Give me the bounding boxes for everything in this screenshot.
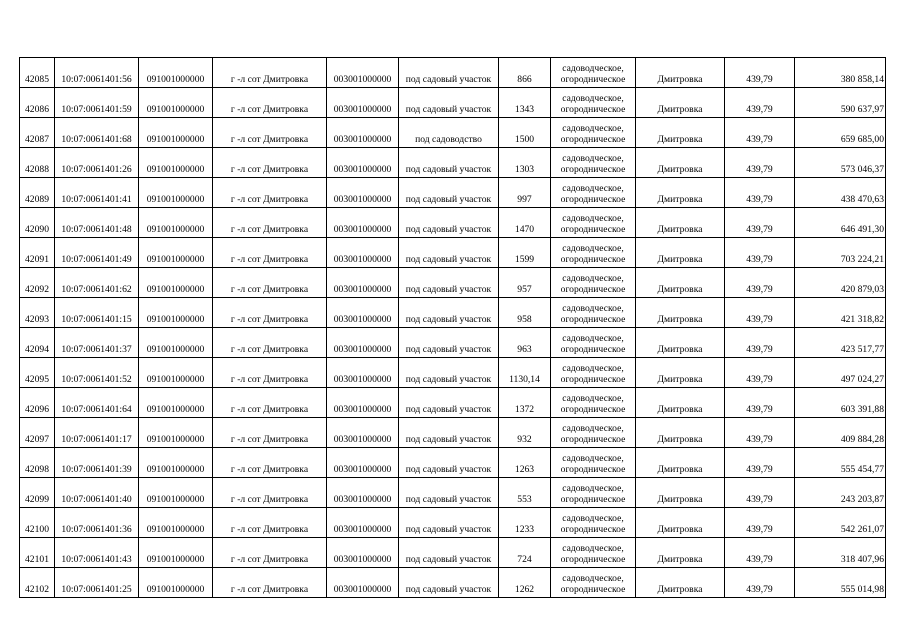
cell-settlement: Дмитровка — [636, 418, 725, 448]
cell-code-2: 003001000000 — [327, 238, 399, 268]
cell-code-1: 091001000000 — [139, 58, 213, 88]
land-use-kind-line-2: огородническое — [560, 104, 626, 115]
cell-area: 997 — [499, 178, 551, 208]
cell-settlement: Дмитровка — [636, 178, 725, 208]
land-use-kind-line-1: садоводческое, — [562, 363, 624, 374]
cell-rate: 439,79 — [725, 88, 795, 118]
cell-code-2: 003001000000 — [327, 268, 399, 298]
cell-settlement: Дмитровка — [636, 478, 725, 508]
cell-location: г -л сот Дмитровка — [213, 58, 327, 88]
cell-purpose: под садовый участок — [399, 268, 499, 298]
table-row — [20, 478, 886, 508]
cell-land-use-kind — [551, 508, 636, 538]
table-row — [20, 88, 886, 118]
cell-purpose: под садовый участок — [399, 508, 499, 538]
cell-cadastral-number: 10:07:0061401:68 — [55, 118, 139, 148]
cell-area: 1343 — [499, 88, 551, 118]
cell-settlement: Дмитровка — [636, 568, 725, 598]
cell-land-use-kind — [551, 448, 636, 478]
cell-rate: 439,79 — [725, 208, 795, 238]
cell-cadastral-value: 423 517,77 — [795, 328, 886, 358]
land-use-kind-line-1: садоводческое, — [562, 513, 624, 524]
cell-cadastral-value: 409 884,28 — [795, 418, 886, 448]
cell-land-use-kind — [551, 358, 636, 388]
cell-cadastral-value: 590 637,97 — [795, 88, 886, 118]
cell-land-use-kind — [551, 538, 636, 568]
land-use-kind-line-2: огородническое — [560, 164, 626, 175]
land-use-kind-line-1: садоводческое, — [562, 333, 624, 344]
cell-purpose: под садовый участок — [399, 538, 499, 568]
cell-area: 1262 — [499, 568, 551, 598]
table-row — [20, 508, 886, 538]
cell-number: 42090 — [20, 208, 55, 238]
cell-code-2: 003001000000 — [327, 118, 399, 148]
cell-location: г -л сот Дмитровка — [213, 88, 327, 118]
cell-number: 42098 — [20, 448, 55, 478]
cell-location: г -л сот Дмитровка — [213, 478, 327, 508]
cell-code-1: 091001000000 — [139, 208, 213, 238]
land-use-kind-line-2: огородническое — [560, 374, 626, 385]
cell-code-2: 003001000000 — [327, 538, 399, 568]
cell-cadastral-number: 10:07:0061401:26 — [55, 148, 139, 178]
cell-cadastral-value: 380 858,14 — [795, 58, 886, 88]
cell-settlement: Дмитровка — [636, 268, 725, 298]
cell-purpose: под садовый участок — [399, 568, 499, 598]
cell-cadastral-number: 10:07:0061401:52 — [55, 358, 139, 388]
table-row — [20, 298, 886, 328]
cell-number: 42088 — [20, 148, 55, 178]
cell-land-use-kind — [551, 178, 636, 208]
cell-code-1: 091001000000 — [139, 118, 213, 148]
cell-purpose: под садовый участок — [399, 418, 499, 448]
cell-area: 957 — [499, 268, 551, 298]
cell-settlement: Дмитровка — [636, 88, 725, 118]
cell-purpose: под садовый участок — [399, 178, 499, 208]
cell-cadastral-number: 10:07:0061401:48 — [55, 208, 139, 238]
cell-code-1: 091001000000 — [139, 298, 213, 328]
cell-rate: 439,79 — [725, 118, 795, 148]
cell-code-1: 091001000000 — [139, 538, 213, 568]
cell-location: г -л сот Дмитровка — [213, 238, 327, 268]
table-row — [20, 448, 886, 478]
cell-cadastral-value: 603 391,88 — [795, 388, 886, 418]
land-use-kind-line-1: садоводческое, — [562, 543, 624, 554]
cell-rate: 439,79 — [725, 328, 795, 358]
land-use-kind-line-2: огородническое — [560, 404, 626, 415]
cell-settlement: Дмитровка — [636, 328, 725, 358]
cell-cadastral-value: 555 014,98 — [795, 568, 886, 598]
cell-purpose: под садовый участок — [399, 298, 499, 328]
cell-area: 958 — [499, 298, 551, 328]
cell-cadastral-number: 10:07:0061401:37 — [55, 328, 139, 358]
cell-number: 42087 — [20, 118, 55, 148]
cell-location: г -л сот Дмитровка — [213, 298, 327, 328]
cell-code-1: 091001000000 — [139, 148, 213, 178]
cell-rate: 439,79 — [725, 358, 795, 388]
cell-code-1: 091001000000 — [139, 238, 213, 268]
cell-number: 42094 — [20, 328, 55, 358]
cell-cadastral-number: 10:07:0061401:49 — [55, 238, 139, 268]
cell-land-use-kind — [551, 268, 636, 298]
cell-cadastral-number: 10:07:0061401:59 — [55, 88, 139, 118]
land-use-kind-line-1: садоводческое, — [562, 303, 624, 314]
cell-rate: 439,79 — [725, 568, 795, 598]
land-use-kind-line-1: садоводческое, — [562, 153, 624, 164]
land-parcels-table — [19, 57, 886, 598]
cell-location: г -л сот Дмитровка — [213, 508, 327, 538]
land-use-kind-line-1: садоводческое, — [562, 423, 624, 434]
cell-location: г -л сот Дмитровка — [213, 148, 327, 178]
cell-code-2: 003001000000 — [327, 388, 399, 418]
cell-location: г -л сот Дмитровка — [213, 568, 327, 598]
cell-settlement: Дмитровка — [636, 508, 725, 538]
table-row — [20, 58, 886, 88]
cell-code-1: 091001000000 — [139, 418, 213, 448]
cell-land-use-kind — [551, 58, 636, 88]
cell-number: 42095 — [20, 358, 55, 388]
cell-code-2: 003001000000 — [327, 178, 399, 208]
cell-purpose: под садовый участок — [399, 208, 499, 238]
cell-settlement: Дмитровка — [636, 388, 725, 418]
cell-rate: 439,79 — [725, 298, 795, 328]
land-use-kind-line-1: садоводческое, — [562, 483, 624, 494]
cell-cadastral-number: 10:07:0061401:15 — [55, 298, 139, 328]
cell-area: 866 — [499, 58, 551, 88]
cell-land-use-kind — [551, 208, 636, 238]
cell-code-2: 003001000000 — [327, 418, 399, 448]
cell-code-2: 003001000000 — [327, 328, 399, 358]
cell-land-use-kind — [551, 88, 636, 118]
cell-area: 1263 — [499, 448, 551, 478]
cell-settlement: Дмитровка — [636, 358, 725, 388]
cell-land-use-kind — [551, 298, 636, 328]
cell-area: 1599 — [499, 238, 551, 268]
cell-cadastral-number: 10:07:0061401:25 — [55, 568, 139, 598]
cell-location: г -л сот Дмитровка — [213, 538, 327, 568]
table-row — [20, 148, 886, 178]
cell-cadastral-value: 542 261,07 — [795, 508, 886, 538]
cell-land-use-kind — [551, 478, 636, 508]
cell-rate: 439,79 — [725, 388, 795, 418]
cell-rate: 439,79 — [725, 448, 795, 478]
cell-area: 1500 — [499, 118, 551, 148]
cell-area: 932 — [499, 418, 551, 448]
land-use-kind-line-2: огородническое — [560, 554, 626, 565]
cell-area: 724 — [499, 538, 551, 568]
cell-code-2: 003001000000 — [327, 148, 399, 178]
cell-code-2: 003001000000 — [327, 508, 399, 538]
cell-location: г -л сот Дмитровка — [213, 358, 327, 388]
cell-location: г -л сот Дмитровка — [213, 328, 327, 358]
cell-code-1: 091001000000 — [139, 178, 213, 208]
cell-cadastral-number: 10:07:0061401:56 — [55, 58, 139, 88]
cell-number: 42097 — [20, 418, 55, 448]
cell-settlement: Дмитровка — [636, 538, 725, 568]
land-use-kind-line-1: садоводческое, — [562, 63, 624, 74]
cell-land-use-kind — [551, 118, 636, 148]
cell-code-1: 091001000000 — [139, 478, 213, 508]
cell-location: г -л сот Дмитровка — [213, 388, 327, 418]
cell-area: 553 — [499, 478, 551, 508]
land-use-kind-line-2: огородническое — [560, 314, 626, 325]
table-row — [20, 538, 886, 568]
cell-code-2: 003001000000 — [327, 58, 399, 88]
table-row — [20, 118, 886, 148]
cell-land-use-kind — [551, 388, 636, 418]
cell-number: 42099 — [20, 478, 55, 508]
land-use-kind-line-2: огородническое — [560, 464, 626, 475]
cell-location: г -л сот Дмитровка — [213, 268, 327, 298]
land-use-kind-line-2: огородническое — [560, 584, 626, 595]
cell-cadastral-value: 243 203,87 — [795, 478, 886, 508]
land-use-kind-line-2: огородническое — [560, 284, 626, 295]
cell-area: 1470 — [499, 208, 551, 238]
land-use-kind-line-1: садоводческое, — [562, 243, 624, 254]
land-use-kind-line-1: садоводческое, — [562, 573, 624, 584]
table-row — [20, 568, 886, 598]
cell-code-2: 003001000000 — [327, 88, 399, 118]
cell-land-use-kind — [551, 148, 636, 178]
table-body — [20, 58, 886, 598]
cell-settlement: Дмитровка — [636, 448, 725, 478]
cell-code-2: 003001000000 — [327, 478, 399, 508]
cell-number: 42101 — [20, 538, 55, 568]
cell-number: 42091 — [20, 238, 55, 268]
cell-cadastral-value: 497 024,27 — [795, 358, 886, 388]
cell-area: 1372 — [499, 388, 551, 418]
land-use-kind-line-1: садоводческое, — [562, 273, 624, 284]
cell-code-1: 091001000000 — [139, 268, 213, 298]
cell-cadastral-value: 703 224,21 — [795, 238, 886, 268]
land-use-kind-line-2: огородническое — [560, 194, 626, 205]
cell-rate: 439,79 — [725, 508, 795, 538]
cell-rate: 439,79 — [725, 58, 795, 88]
land-use-kind-line-2: огородническое — [560, 224, 626, 235]
table-row — [20, 238, 886, 268]
cell-number: 42093 — [20, 298, 55, 328]
cell-rate: 439,79 — [725, 238, 795, 268]
cell-cadastral-number: 10:07:0061401:64 — [55, 388, 139, 418]
cell-rate: 439,79 — [725, 178, 795, 208]
cell-location: г -л сот Дмитровка — [213, 448, 327, 478]
cell-purpose: под садовый участок — [399, 478, 499, 508]
cell-code-1: 091001000000 — [139, 508, 213, 538]
cell-location: г -л сот Дмитровка — [213, 208, 327, 238]
cell-code-1: 091001000000 — [139, 568, 213, 598]
cell-purpose: под садовый участок — [399, 88, 499, 118]
cell-code-1: 091001000000 — [139, 388, 213, 418]
table-row — [20, 358, 886, 388]
land-use-kind-line-2: огородническое — [560, 74, 626, 85]
cell-code-2: 003001000000 — [327, 448, 399, 478]
cell-area: 963 — [499, 328, 551, 358]
cell-code-1: 091001000000 — [139, 448, 213, 478]
cell-cadastral-value: 421 318,82 — [795, 298, 886, 328]
cell-cadastral-value: 318 407,96 — [795, 538, 886, 568]
cell-code-2: 003001000000 — [327, 568, 399, 598]
land-use-kind-line-2: огородническое — [560, 134, 626, 145]
cell-cadastral-value: 555 454,77 — [795, 448, 886, 478]
cell-cadastral-number: 10:07:0061401:17 — [55, 418, 139, 448]
cell-land-use-kind — [551, 568, 636, 598]
land-use-kind-line-2: огородническое — [560, 344, 626, 355]
cell-cadastral-number: 10:07:0061401:43 — [55, 538, 139, 568]
cell-land-use-kind — [551, 418, 636, 448]
cell-cadastral-value: 659 685,00 — [795, 118, 886, 148]
cell-code-1: 091001000000 — [139, 88, 213, 118]
land-use-kind-line-2: огородническое — [560, 524, 626, 535]
land-use-kind-line-2: огородническое — [560, 494, 626, 505]
land-use-kind-line-1: садоводческое, — [562, 393, 624, 404]
cell-area: 1233 — [499, 508, 551, 538]
cell-rate: 439,79 — [725, 538, 795, 568]
table-row — [20, 268, 886, 298]
cell-number: 42100 — [20, 508, 55, 538]
cell-code-1: 091001000000 — [139, 358, 213, 388]
cell-rate: 439,79 — [725, 148, 795, 178]
cell-cadastral-value: 438 470,63 — [795, 178, 886, 208]
cell-code-2: 003001000000 — [327, 358, 399, 388]
cell-code-2: 003001000000 — [327, 298, 399, 328]
cell-cadastral-number: 10:07:0061401:36 — [55, 508, 139, 538]
land-use-kind-line-1: садоводческое, — [562, 183, 624, 194]
land-use-kind-line-1: садоводческое, — [562, 213, 624, 224]
cell-cadastral-value: 420 879,03 — [795, 268, 886, 298]
land-use-kind-line-2: огородническое — [560, 434, 626, 445]
cell-purpose: под садовый участок — [399, 238, 499, 268]
cell-settlement: Дмитровка — [636, 208, 725, 238]
cell-settlement: Дмитровка — [636, 238, 725, 268]
cell-location: г -л сот Дмитровка — [213, 418, 327, 448]
cell-cadastral-number: 10:07:0061401:41 — [55, 178, 139, 208]
cell-cadastral-number: 10:07:0061401:39 — [55, 448, 139, 478]
cell-purpose: под садовый участок — [399, 358, 499, 388]
cell-purpose: под садовый участок — [399, 58, 499, 88]
cell-purpose: под садовый участок — [399, 148, 499, 178]
cell-number: 42102 — [20, 568, 55, 598]
land-use-kind-line-2: огородническое — [560, 254, 626, 265]
cell-settlement: Дмитровка — [636, 58, 725, 88]
cell-cadastral-number: 10:07:0061401:40 — [55, 478, 139, 508]
cell-area: 1303 — [499, 148, 551, 178]
land-use-kind-line-1: садоводческое, — [562, 123, 624, 134]
cell-rate: 439,79 — [725, 418, 795, 448]
cell-rate: 439,79 — [725, 268, 795, 298]
cell-code-1: 091001000000 — [139, 328, 213, 358]
cell-cadastral-value: 646 491,30 — [795, 208, 886, 238]
cell-settlement: Дмитровка — [636, 118, 725, 148]
cell-cadastral-number: 10:07:0061401:62 — [55, 268, 139, 298]
table-row — [20, 178, 886, 208]
cell-location: г -л сот Дмитровка — [213, 178, 327, 208]
cell-area: 1130,14 — [499, 358, 551, 388]
cell-rate: 439,79 — [725, 478, 795, 508]
cell-purpose: под садовый участок — [399, 448, 499, 478]
cell-purpose: под садовый участок — [399, 328, 499, 358]
cell-number: 42086 — [20, 88, 55, 118]
land-use-kind-line-1: садоводческое, — [562, 93, 624, 104]
cell-code-2: 003001000000 — [327, 208, 399, 238]
cell-number: 42089 — [20, 178, 55, 208]
cell-number: 42085 — [20, 58, 55, 88]
cell-land-use-kind — [551, 238, 636, 268]
cell-land-use-kind — [551, 328, 636, 358]
cell-purpose: под садовый участок — [399, 388, 499, 418]
cell-location: г -л сот Дмитровка — [213, 118, 327, 148]
table-row — [20, 328, 886, 358]
cell-settlement: Дмитровка — [636, 298, 725, 328]
cell-settlement: Дмитровка — [636, 148, 725, 178]
land-use-kind-line-1: садоводческое, — [562, 453, 624, 464]
table-row — [20, 388, 886, 418]
cell-number: 42092 — [20, 268, 55, 298]
table-row — [20, 208, 886, 238]
table-row — [20, 418, 886, 448]
cell-purpose: под садоводство — [399, 118, 499, 148]
cell-number: 42096 — [20, 388, 55, 418]
cell-cadastral-value: 573 046,37 — [795, 148, 886, 178]
